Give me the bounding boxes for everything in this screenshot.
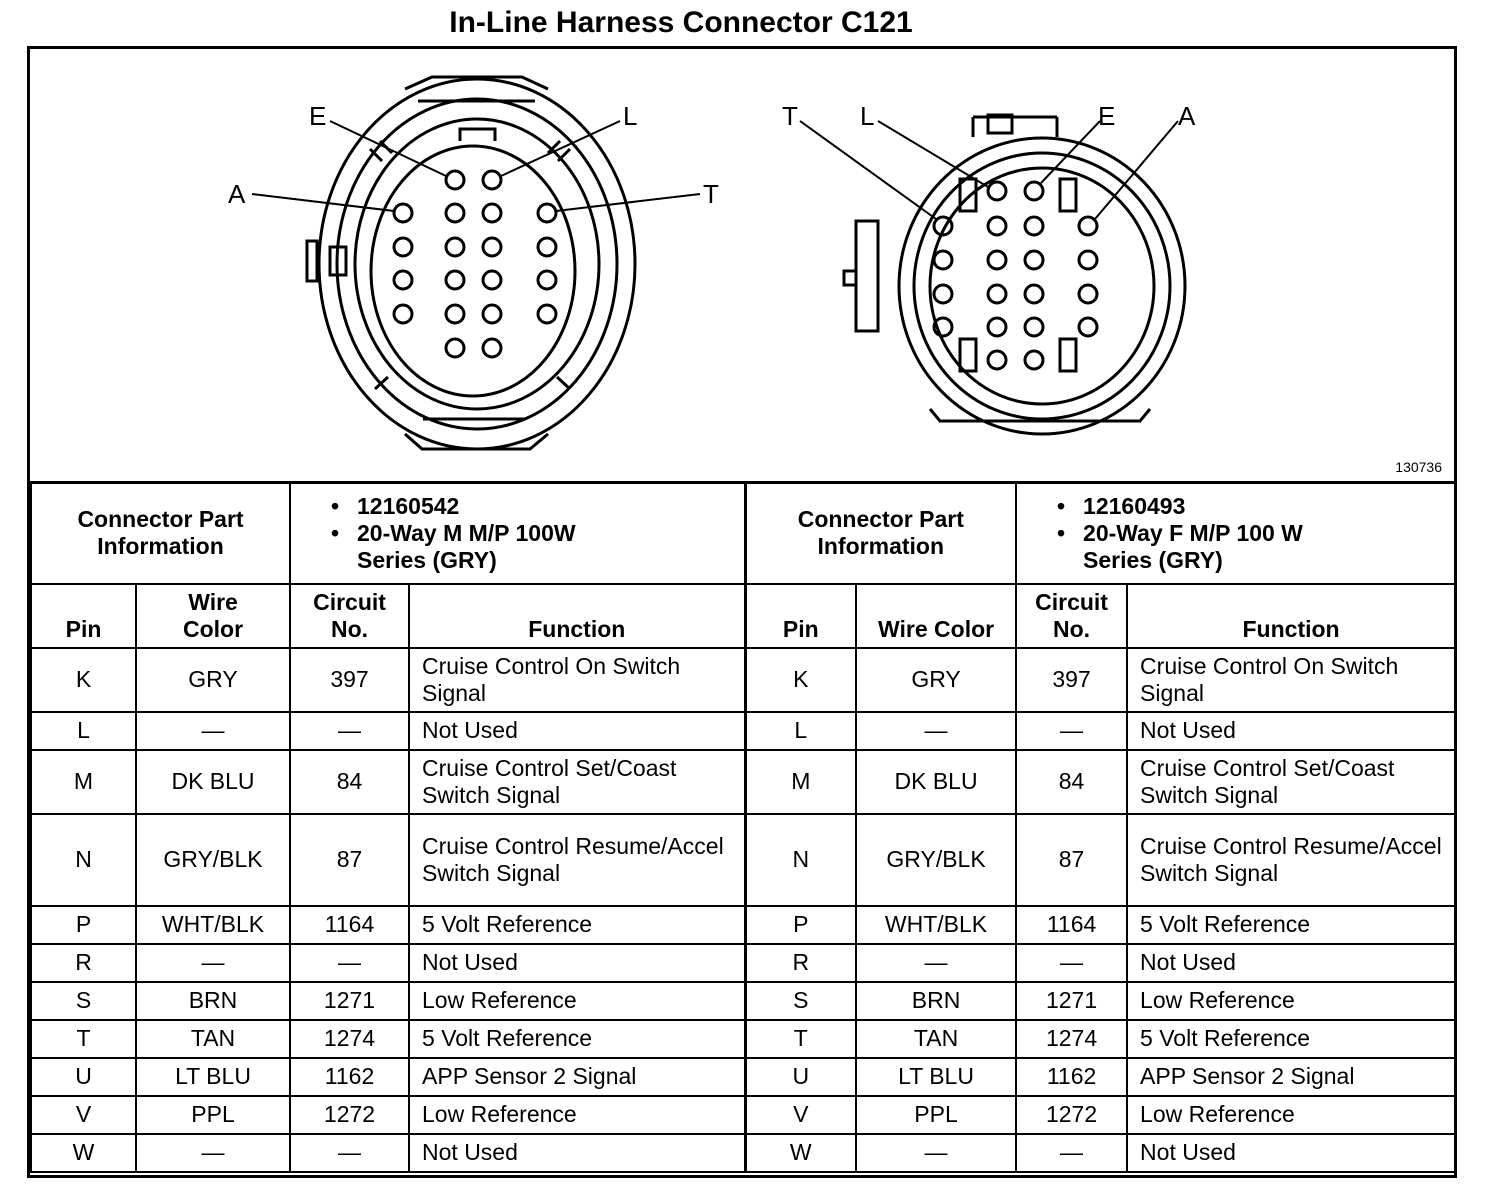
left-label-E: E: [309, 101, 327, 131]
right-function: Cruise Control On Switch Signal: [1127, 648, 1455, 712]
right-label-E: E: [1098, 101, 1116, 131]
right-header-circuit-line1: Circuit: [1035, 588, 1108, 615]
left-part-details: [290, 483, 745, 584]
right-label-A: A: [1178, 101, 1196, 131]
right-desc-line2: Series (GRY): [1083, 546, 1223, 573]
left-header-wire-color: [136, 584, 290, 648]
left-desc-line2: Series (GRY): [357, 546, 497, 573]
left-function: 5 Volt Reference: [409, 1020, 745, 1058]
left-circuit: 397: [290, 648, 409, 712]
left-pin: P: [31, 906, 136, 944]
right-desc-line1: 20-Way F M/P 100 W: [1083, 519, 1303, 546]
right-wire-color: —: [856, 712, 1016, 750]
right-function: Cruise Control Resume/Accel Switch Signal: [1127, 814, 1455, 906]
figure-id: 130736: [1395, 459, 1442, 475]
table-row: [31, 944, 1455, 982]
table-row: [31, 712, 1455, 750]
right-circuit: 1274: [1016, 1020, 1127, 1058]
left-function: APP Sensor 2 Signal: [409, 1058, 745, 1096]
right-function: APP Sensor 2 Signal: [1127, 1058, 1455, 1096]
left-circuit: —: [290, 944, 409, 982]
left-pin: T: [31, 1020, 136, 1058]
left-circuit: 1274: [290, 1020, 409, 1058]
right-pin: K: [745, 648, 856, 712]
table-row: [31, 906, 1455, 944]
left-function: Cruise Control Set/Coast Switch Signal: [409, 750, 745, 814]
connector-diagram: [30, 49, 1454, 481]
right-wire-color: GRY: [856, 648, 1016, 712]
right-circuit: 1272: [1016, 1096, 1127, 1134]
right-pin: T: [745, 1020, 856, 1058]
left-pin: M: [31, 750, 136, 814]
table-row: [31, 648, 1455, 712]
left-wire-color: DK BLU: [136, 750, 290, 814]
right-part-info-label-line2: Information: [817, 533, 945, 560]
left-wire-color: GRY/BLK: [136, 814, 290, 906]
right-circuit: 87: [1016, 814, 1127, 906]
left-part-number: • 12160542: [331, 493, 744, 520]
left-connector-pins: [394, 171, 556, 357]
left-desc-line1: 20-Way M M/P 100W: [357, 519, 576, 546]
right-pin: U: [745, 1058, 856, 1096]
right-header-function: Function: [1127, 584, 1455, 648]
right-header-wire-color: Wire Color: [856, 584, 1016, 648]
table-row: [31, 750, 1455, 814]
left-pin: L: [31, 712, 136, 750]
left-wire-color: —: [136, 944, 290, 982]
right-part-info-label: [745, 483, 1016, 584]
left-wire-color: BRN: [136, 982, 290, 1020]
right-part-details: [1016, 483, 1455, 584]
right-wire-color: TAN: [856, 1020, 1016, 1058]
right-label-L: L: [860, 101, 875, 131]
connector-table: [30, 481, 1456, 1173]
right-pin: S: [745, 982, 856, 1020]
left-wire-color: —: [136, 1134, 290, 1172]
connector-frame: [27, 46, 1457, 1178]
left-label-T: T: [703, 179, 719, 209]
right-circuit: —: [1016, 944, 1127, 982]
page-title: In-Line Harness Connector C121: [449, 6, 913, 39]
left-function: Cruise Control Resume/Accel Switch Signal: [409, 814, 745, 906]
right-connector-drawing: [844, 115, 1185, 434]
left-wire-color: TAN: [136, 1020, 290, 1058]
left-header-pin: Pin: [31, 584, 136, 648]
left-circuit: 84: [290, 750, 409, 814]
left-circuit: 1272: [290, 1096, 409, 1134]
table-row: [31, 1020, 1455, 1058]
right-function: Low Reference: [1127, 1096, 1455, 1134]
right-wire-color: —: [856, 1134, 1016, 1172]
right-circuit: —: [1016, 712, 1127, 750]
left-function: Cruise Control On Switch Signal: [409, 648, 745, 712]
right-wire-color: DK BLU: [856, 750, 1016, 814]
right-function: Not Used: [1127, 712, 1455, 750]
left-part-info-label-line1: Connector Part: [77, 506, 244, 533]
right-pin: R: [745, 944, 856, 982]
left-function: Low Reference: [409, 982, 745, 1020]
right-function: Low Reference: [1127, 982, 1455, 1020]
left-function: Not Used: [409, 712, 745, 750]
left-label-L: L: [623, 101, 638, 131]
left-wire-color: —: [136, 712, 290, 750]
right-part-number: • 12160493: [1057, 493, 1454, 520]
left-wire-color: GRY: [136, 648, 290, 712]
right-function: Not Used: [1127, 1134, 1455, 1172]
right-function: 5 Volt Reference: [1127, 1020, 1455, 1058]
left-function: 5 Volt Reference: [409, 906, 745, 944]
table-row: [31, 982, 1455, 1020]
left-function: Not Used: [409, 944, 745, 982]
left-circuit: 1162: [290, 1058, 409, 1096]
left-header-wire-line1: Wire: [188, 588, 238, 615]
right-function: Cruise Control Set/Coast Switch Signal: [1127, 750, 1455, 814]
left-label-A: A: [228, 179, 246, 209]
left-header-function: Function: [409, 584, 745, 648]
left-circuit: 1164: [290, 906, 409, 944]
left-circuit: —: [290, 712, 409, 750]
left-pin: K: [31, 648, 136, 712]
right-header-pin: Pin: [745, 584, 856, 648]
right-circuit: 1162: [1016, 1058, 1127, 1096]
left-header-circuit: [290, 584, 409, 648]
right-pin: M: [745, 750, 856, 814]
right-pin: V: [745, 1096, 856, 1134]
right-wire-color: GRY/BLK: [856, 814, 1016, 906]
left-wire-color: LT BLU: [136, 1058, 290, 1096]
left-pin: R: [31, 944, 136, 982]
right-pin: P: [745, 906, 856, 944]
table-row: [31, 1058, 1455, 1096]
right-circuit: —: [1016, 1134, 1127, 1172]
right-header-circuit: [1016, 584, 1127, 648]
table-row: [31, 1134, 1455, 1172]
right-part-description: [1057, 520, 1454, 574]
left-wire-color: PPL: [136, 1096, 290, 1134]
right-circuit: 1271: [1016, 982, 1127, 1020]
right-part-info-label-line1: Connector Part: [797, 506, 964, 533]
left-function: Low Reference: [409, 1096, 745, 1134]
left-pin: S: [31, 982, 136, 1020]
right-header-circuit-line2: No.: [1053, 615, 1091, 642]
pin-rows: [31, 648, 1455, 1172]
left-pin: V: [31, 1096, 136, 1134]
right-wire-color: BRN: [856, 982, 1016, 1020]
left-part-info-label: [31, 483, 290, 584]
table-row: [31, 814, 1455, 906]
table-row: [31, 1096, 1455, 1134]
part-info-row: [31, 483, 1455, 584]
right-pin: W: [745, 1134, 856, 1172]
left-function: Not Used: [409, 1134, 745, 1172]
right-wire-color: WHT/BLK: [856, 906, 1016, 944]
left-pin: W: [31, 1134, 136, 1172]
left-circuit: —: [290, 1134, 409, 1172]
left-header-circuit-line1: Circuit: [313, 588, 386, 615]
left-part-description: [331, 520, 744, 574]
right-wire-color: PPL: [856, 1096, 1016, 1134]
right-function: 5 Volt Reference: [1127, 906, 1455, 944]
right-pin: N: [745, 814, 856, 906]
right-circuit: 1164: [1016, 906, 1127, 944]
right-wire-color: —: [856, 944, 1016, 982]
left-circuit: 87: [290, 814, 409, 906]
right-pin: L: [745, 712, 856, 750]
right-circuit: 84: [1016, 750, 1127, 814]
left-wire-color: WHT/BLK: [136, 906, 290, 944]
right-function: Not Used: [1127, 944, 1455, 982]
left-circuit: 1271: [290, 982, 409, 1020]
left-header-wire-line2: Color: [182, 615, 244, 642]
left-header-circuit-line2: No.: [330, 615, 369, 642]
column-header-row: [31, 584, 1455, 648]
left-part-info-label-line2: Information: [97, 533, 224, 560]
right-circuit: 397: [1016, 648, 1127, 712]
right-wire-color: LT BLU: [856, 1058, 1016, 1096]
left-pin: N: [31, 814, 136, 906]
right-label-T: T: [782, 101, 798, 131]
left-pin: U: [31, 1058, 136, 1096]
left-leader-lines: [252, 121, 700, 211]
